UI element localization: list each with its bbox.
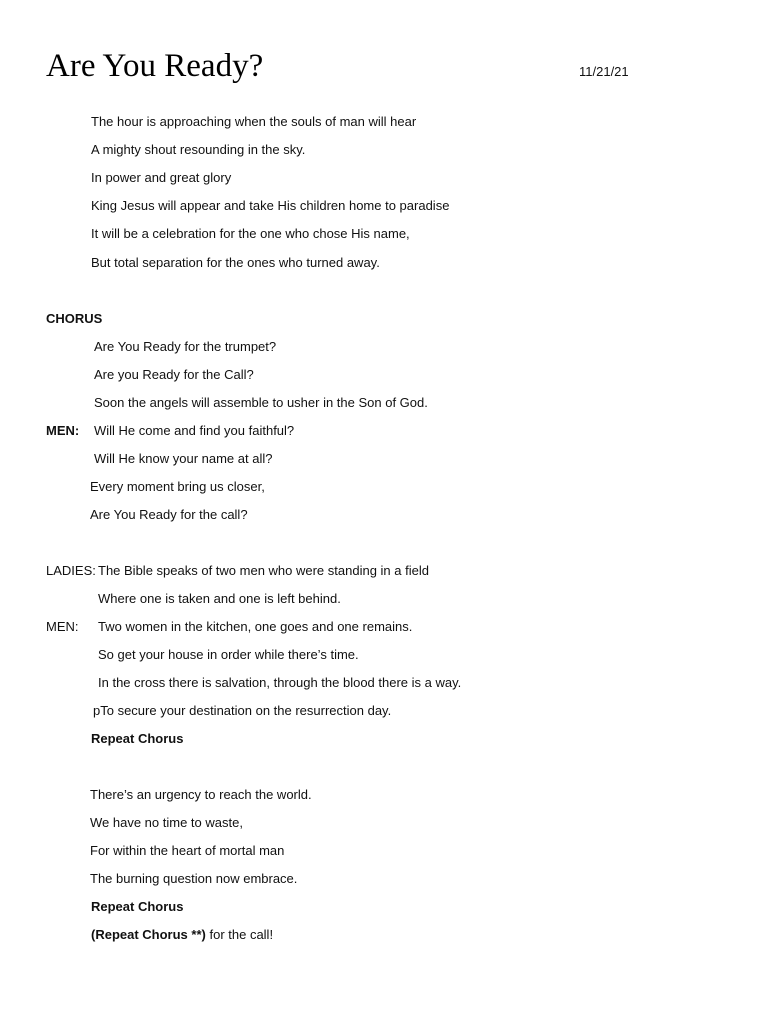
lyric-line: But total separation for the ones who turned away. [91, 255, 380, 270]
lyric-line: King Jesus will appear and take His children home to paradise [91, 198, 450, 213]
lyric-line: It will be a celebration for the one who chose His name, [91, 226, 410, 241]
final-repeat-bold: (Repeat Chorus **) [91, 927, 206, 942]
final-repeat-rest: for the call! [205, 927, 274, 942]
lyric-line: We have no time to waste, [90, 815, 243, 830]
men-label: MEN: [46, 619, 79, 634]
lyric-line: pTo secure your destination on the resurrection day. [93, 703, 392, 718]
lyric-line: Soon the angels will assemble to usher in the Son of God. [94, 395, 428, 410]
lyric-line: Where one is taken and one is left behind. [98, 591, 341, 606]
lyric-line: Every moment bring us closer, [90, 479, 265, 494]
lyric-line: The Bible speaks of two men who were standing in a field [98, 563, 429, 578]
men-label: MEN: [46, 423, 80, 438]
lyric-line: The burning question now embrace. [90, 871, 298, 886]
lyric-line: In power and great glory [91, 170, 232, 185]
date: 11/21/21 [579, 64, 629, 79]
lyric-line: There’s an urgency to reach the world. [90, 787, 312, 802]
lyric-line: Will He know your name at all? [94, 451, 273, 466]
lyric-line: Two women in the kitchen, one goes and one remains. [98, 619, 413, 634]
final-line [91, 927, 273, 943]
lyric-line: Are You Ready for the trumpet? [94, 339, 277, 354]
lyric-line: For within the heart of mortal man [90, 843, 285, 858]
page-title: Are You Ready? [46, 48, 264, 84]
repeat-chorus-label: Repeat Chorus [91, 731, 184, 746]
lyric-line: Will He come and find you faithful? [94, 423, 295, 438]
lyric-line: The hour is approaching when the souls of man will hear [91, 114, 417, 129]
lyric-line: Are you Ready for the Call? [94, 367, 254, 382]
lyric-line: In the cross there is salvation, through the blood there is a way. [98, 675, 462, 690]
chorus-heading: CHORUS [46, 311, 103, 326]
repeat-chorus-label: Repeat Chorus [91, 899, 184, 914]
lyric-line: A mighty shout resounding in the sky. [91, 142, 306, 157]
lyric-line: Are You Ready for the call? [90, 507, 248, 522]
lyric-line: So get your house in order while there’s time. [98, 647, 359, 662]
ladies-label: LADIES: [46, 563, 96, 578]
